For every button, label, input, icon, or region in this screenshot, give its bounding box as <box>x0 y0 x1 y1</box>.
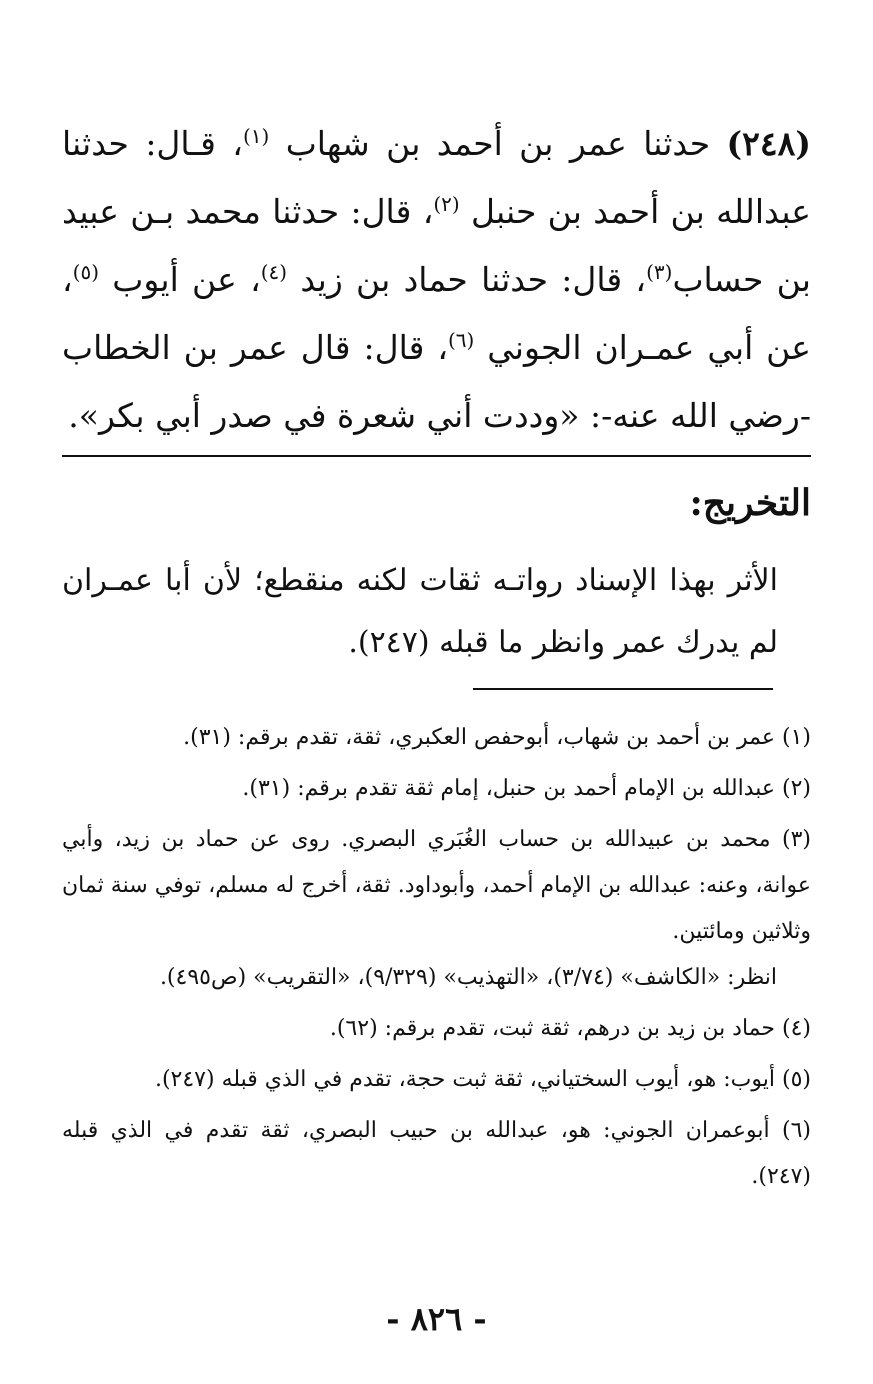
footnote-ref: (١) <box>242 124 270 148</box>
footnote-divider <box>473 688 773 690</box>
page-number: - ٨٢٦ - <box>386 1300 487 1338</box>
text-segment: ، قال: حدثنا حماد بن زيد <box>287 260 647 299</box>
footnote-6 <box>62 1108 811 1200</box>
text-segment: ، قـال: حدثنا عبدالله بن أحمد بن حنبل <box>62 124 811 231</box>
footnote-line: (٦) أبوعمران الجوني: هو، عبدالله بن حبيب البصري، ثقة تقدم في الذي قبله (٢٤٧). <box>62 1118 811 1189</box>
footnote-line: (٣) محمد بن عبيدالله بن حساب الغُبَري البصري. روى عن حماد بن زيد، وأبي عوانة، وعنه: عبدالله بن الإمام أحمد، وأبوداود. ثقة، أخرج له مسلم، توفي سنة ثمان وثلاثين ومائتين. <box>62 827 811 944</box>
hadith-number: (٢٤٨) <box>726 124 811 163</box>
text-segment: ، عن أيوب <box>99 260 261 299</box>
footnote-1 <box>62 715 811 761</box>
footnote-ref: (٢) <box>433 192 460 216</box>
footnote-ref: (٥) <box>72 260 100 284</box>
footnote-line: (١) عمر بن أحمد بن شهاب، أبوحفص العكبري، ثقة، تقدم برقم: (٣١). <box>183 725 811 750</box>
text-segment: ، قال: حدثنا محمد بـن عبيد بن حساب <box>62 192 811 299</box>
footnote-2 <box>62 766 811 812</box>
section-divider <box>62 455 811 457</box>
footnote-line: انظر: «الكاشف» (٣/٧٤)، «التهذيب» (٩/٣٢٩)، «التقريب» (ص٤٩٥). <box>159 965 777 990</box>
footnote-3 <box>62 817 811 1001</box>
footnote-ref: (٤) <box>260 260 288 284</box>
takhrij-heading: التخريج: <box>689 482 811 524</box>
footnote-5 <box>62 1057 811 1103</box>
text-segment: ، قال: قال عمر بن الخطاب -رضي الله عنه-: «وددت أني شعرة في صدر أبي بكر». <box>62 328 811 435</box>
text-segment: ، عن أبي عمـران الجوني <box>62 260 811 367</box>
footnote-ref: (٦) <box>447 328 475 352</box>
footnote-line: (٢) عبدالله بن الإمام أحمد بن حنبل، إمام ثقة تقدم برقم: (٣١). <box>242 776 811 801</box>
footnote-line: (٤) حماد بن زيد بن درهم، ثقة ثبت، تقدم برقم: (٦٢). <box>329 1016 811 1041</box>
footnote-ref: (٣) <box>646 260 673 284</box>
footnote-line: (٥) أيوب: هو، أيوب السختياني، ثقة ثبت حجة، تقدم في الذي قبله (٢٤٧). <box>154 1067 811 1092</box>
footnotes <box>62 715 811 1205</box>
hadith-paragraph <box>62 110 811 450</box>
takhrij-paragraph: الأثر بهذا الإسناد رواتـه ثقات لكنه منقطع؛ لأن أبا عمـران لم يدرك عمر وانظر ما قبله (٢٤٧). <box>62 563 778 660</box>
footnote-4 <box>62 1006 811 1052</box>
text-segment: حدثنا عمر بن أحمد بن شهاب <box>269 124 727 163</box>
